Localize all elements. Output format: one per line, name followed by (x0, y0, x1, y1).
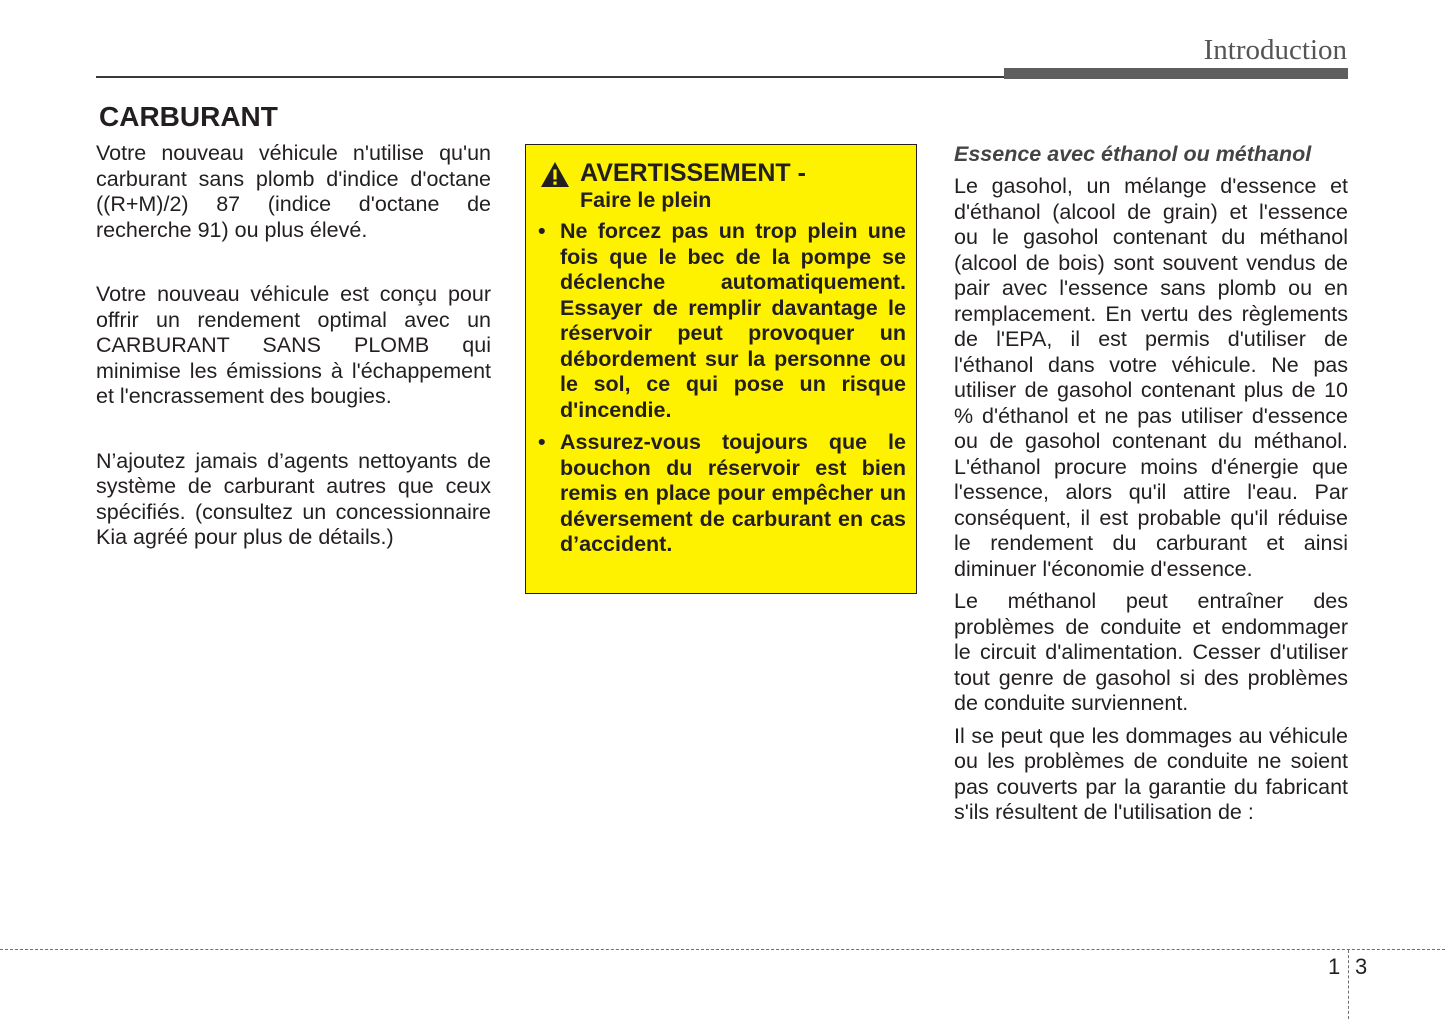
list-item (538, 219, 906, 423)
paragraph: Votre nouveau véhicule est conçu pour offrir un rendement optimal avec un CARBURANT SANS PLOMB qui minimise les émissions à l'échappement et l'encrassement des bougies. (96, 282, 491, 408)
paragraph: Il se peut que les dommages au véhicule ou les problèmes de conduite ne soient pas couverts par la garantie du fabricant s'ils résultent de l'utilisation de : (954, 723, 1348, 824)
bullet: • (538, 219, 546, 243)
list-item (538, 430, 906, 558)
paragraph: Votre nouveau véhicule n'utilise qu'un carburant sans plomb d'indice d'octane ((R+M)/2) 87 (indice d'octane de recherche 91) ou plus élevé. (96, 141, 491, 242)
footer-divider (0, 949, 1445, 950)
header-rule-accent (1004, 68, 1348, 79)
paragraph: N’ajoutez jamais d’agents nettoyants de système de carburant autres que ceux spécifiés. (consultez un concessionnaire Kia agréé pour plus de détails.) (96, 448, 491, 549)
section-title: CARBURANT (99, 101, 278, 132)
warning-triangle-icon (540, 161, 570, 188)
warning-subtitle: Faire le plein (580, 188, 712, 212)
warning-item-text: Assurez-vous toujours que le bouchon du réservoir est bien remis en place pour empêcher un déversement de carburant en cas d’accident. (560, 430, 906, 556)
warning-item-text: Ne forcez pas un trop plein une fois que le bec de la pompe se déclenche automatiquement. Essayer de remplir davantage le réservoir peut provoquer un débordement sur la personne ou le sol, ce qui pose un risque d'incendie. (560, 219, 906, 422)
left-column (96, 141, 491, 590)
paragraph: Le gasohol, un mélange d'essence et d'éthanol (alcool de grain) et l'essence ou le gasohol contenant du méthanol (alcool de bois) sont souvent vendus de pair avec l'essence sans plomb ou en remplacement. En vertu des règlements de l'EPA, il est permis d'utiliser de l'éthanol dans votre véhicule. Ne pas utiliser de gasohol contenant plus de 10 % d'éthanol et ne pas utiliser d'essence ou de gasohol contenant du méthanol. L'éthanol procure moins d'énergie que l'essence, alors qu'il attire l'eau. Par conséquent, il est probable qu'il réduise le rendement du carburant et ainsi diminuer l'économie d'essence. (954, 174, 1348, 581)
page-number: 3 (1355, 954, 1368, 979)
chapter-number: 1 (1328, 954, 1341, 979)
warning-title: AVERTISSEMENT - (580, 159, 806, 187)
right-column (954, 141, 1348, 833)
paragraph: Le méthanol peut entraîner des problèmes de conduite et endommager le circuit d'alimentation. Cesser d'utiliser tout genre de gasohol si des problèmes de conduite surviennent. (954, 589, 1348, 715)
header-rule (96, 76, 1006, 78)
page-number-separator (1348, 950, 1349, 1019)
bullet: • (538, 430, 546, 454)
warning-box (525, 144, 917, 594)
warning-list (538, 219, 906, 565)
warning-header (540, 159, 806, 213)
header-title: Introduction (1203, 34, 1347, 66)
subheading: Essence avec éthanol ou méthanol (954, 142, 1312, 166)
